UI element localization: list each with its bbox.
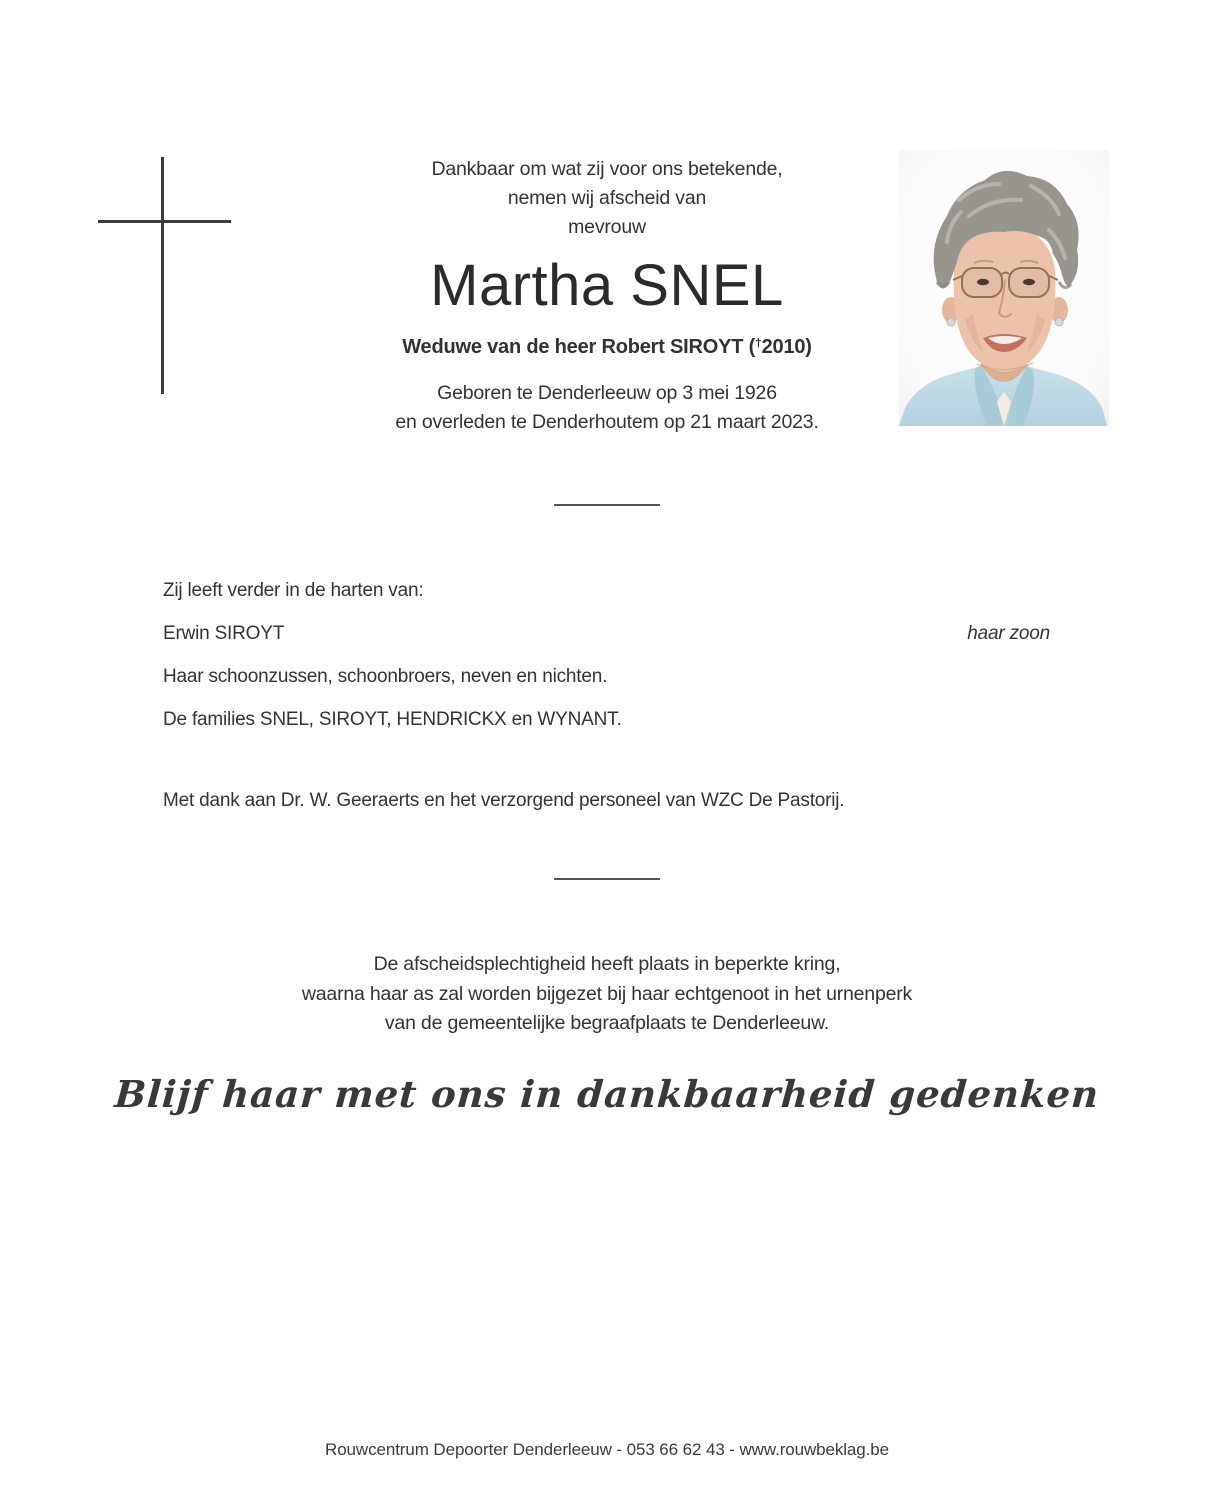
survivors-families: De families SNEL, SIROYT, HENDRICKX en WYNANT. [163, 709, 622, 730]
intro-line-3: mevrouw [568, 216, 646, 238]
ceremony-line-2: waarna haar as zal worden bijgezet bij haar echtgenoot in het urnenperk [301, 982, 913, 1005]
survivor-row [163, 619, 1050, 648]
deceased-name: Martha SNEL [430, 253, 784, 318]
intro-text [0, 155, 1214, 242]
divider-bottom [554, 878, 660, 880]
intro-line-1: Dankbaar om wat zij voor ons betekende, [431, 158, 783, 180]
earring-left [947, 318, 955, 326]
ceremony-line-1: De afscheidsplechtigheid heeft plaats in beperkte kring, [373, 953, 841, 975]
footer-contact: Rouwcentrum Depoorter Denderleeuw - 053 66 62 43 - www.rouwbeklag.be [325, 1440, 889, 1459]
thanks-line: Met dank aan Dr. W. Geeraerts en het verzorgend personeel van WZC De Pastorij. [163, 790, 845, 811]
divider-top [554, 504, 660, 506]
widow-suffix: 2010) [761, 336, 812, 358]
survivors-heading: Zij leeft verder in de harten van: [163, 580, 424, 601]
ceremony-line-3: van de gemeentelijke begraafplaats te Denderleeuw. [384, 1012, 830, 1034]
earring-right [1055, 318, 1063, 326]
born-line: Geboren te Denderleeuw op 3 mei 1926 [437, 382, 777, 404]
ceremony-text [0, 950, 1214, 1039]
life-dates [0, 379, 1214, 436]
survivors-inlaws: Haar schoonzussen, schoonbroers, neven en nichten. [163, 666, 608, 687]
died-line: en overleden te Denderhoutem op 21 maart 2023. [395, 410, 819, 433]
dagger-icon: † [755, 336, 762, 350]
survivor-name: Erwin SIROYT [163, 623, 285, 644]
intro-line-2: nemen wij afscheid van [507, 187, 707, 209]
widow-prefix: Weduwe van de heer Robert SIROYT ( [402, 336, 756, 358]
widow-line [0, 336, 1214, 359]
closing-script: Blijf haar met ons in dankbaarheid gedenken [113, 1072, 1101, 1116]
survivor-relation: haar zoon [967, 623, 1050, 644]
